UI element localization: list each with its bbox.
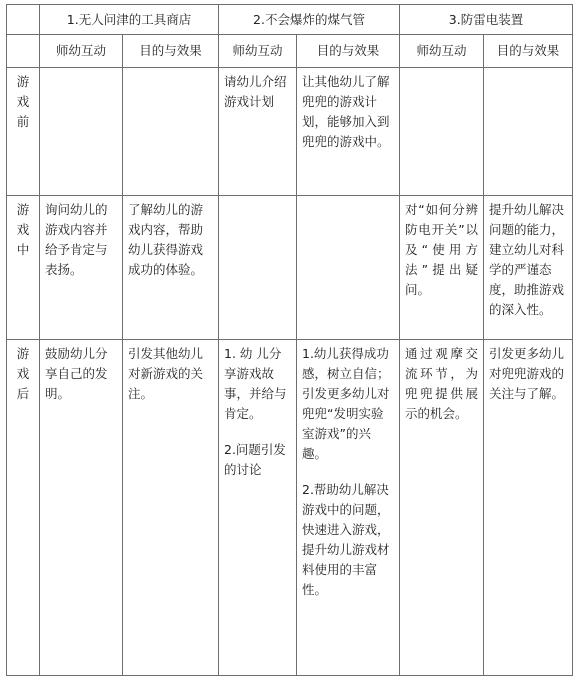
subheader-purpose: 目的与效果	[484, 35, 573, 68]
corner-cell	[7, 5, 40, 35]
table-cell	[219, 196, 297, 340]
subheader-purpose: 目的与效果	[297, 35, 400, 68]
paragraph-gap	[224, 424, 291, 440]
corner-cell-2	[7, 35, 40, 68]
table-cell: 鼓励幼儿分享自己的发明。	[40, 340, 123, 676]
table-cell: 对“如何分辨防电开关”以及“使用方法”提出疑问。	[400, 196, 484, 340]
table-cell	[297, 340, 400, 676]
cell-paragraph: 1. 幼 儿分享游戏故事，并给与肯定。	[224, 346, 287, 421]
header-row-subtitles	[7, 35, 573, 68]
table-row-before-game	[7, 68, 573, 196]
cell-paragraph: 2.帮助幼儿解决游戏中的问题，快速进入游戏，提升幼儿游戏材料使用的丰富性。	[302, 482, 390, 597]
table-cell: 引发其他幼儿对新游戏的关注。	[123, 340, 219, 676]
table-cell: 让其他幼儿了解兜兜的游戏计划，能够加入到兜兜的游戏中。	[297, 68, 400, 196]
table-row-during-game	[7, 196, 573, 340]
subheader-purpose: 目的与效果	[123, 35, 219, 68]
row-label-during-game: 游 戏 中	[7, 196, 40, 340]
cell-paragraph: 2.问题引发的讨论	[224, 442, 286, 477]
table-cell	[484, 68, 573, 196]
table-row-after-game	[7, 340, 573, 676]
table-cell: 引发更多幼儿对兜兜游戏的关注与了解。	[484, 340, 573, 676]
cell-paragraph: 1.幼儿获得成功感，树立自信；引发更多幼儿对兜兜“发明实验室游戏”的兴趣。	[302, 346, 390, 461]
table-cell	[297, 196, 400, 340]
column-title-1: 1.无人问津的工具商店	[40, 5, 219, 35]
table-cell: 提升幼儿解决问题的能力，建立幼儿对科学的严谨态度，助推游戏的深入性。	[484, 196, 573, 340]
table-cell	[40, 68, 123, 196]
header-row-titles	[7, 5, 573, 35]
table-cell: 了解幼儿的游戏内容，帮助幼儿获得游戏成功的体验。	[123, 196, 219, 340]
observation-table	[6, 4, 573, 676]
row-label-after-game: 游 戏 后	[7, 340, 40, 676]
table-cell	[123, 68, 219, 196]
row-label-before-game: 游 戏 前	[7, 68, 40, 196]
paragraph-gap	[302, 464, 394, 480]
table-cell: 询问幼儿的游戏内容并给予肯定与表扬。	[40, 196, 123, 340]
column-title-3: 3.防雷电装置	[400, 5, 573, 35]
table-cell: 通过观摩交流环节，为兜兜提供展示的机会。	[400, 340, 484, 676]
table-cell: 请幼儿介绍游戏计划	[219, 68, 297, 196]
table-cell	[219, 340, 297, 676]
subheader-interaction: 师幼互动	[219, 35, 297, 68]
table-cell	[400, 68, 484, 196]
subheader-interaction: 师幼互动	[400, 35, 484, 68]
subheader-interaction: 师幼互动	[40, 35, 123, 68]
column-title-2: 2.不会爆炸的煤气管	[219, 5, 400, 35]
